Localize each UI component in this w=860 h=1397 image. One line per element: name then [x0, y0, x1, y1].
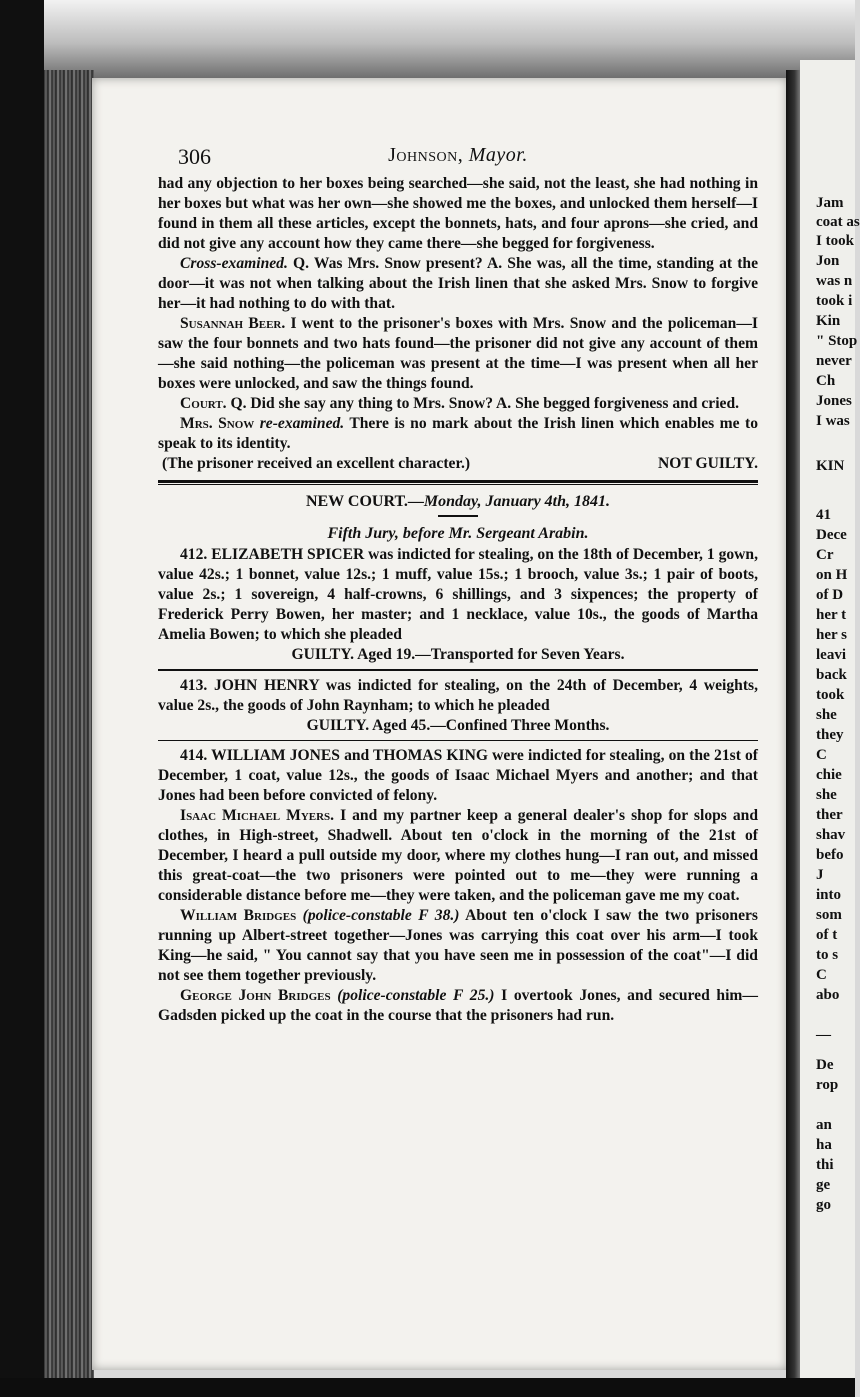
facing-page-line: Jam	[816, 195, 844, 211]
facing-page-line: ge	[816, 1177, 831, 1193]
mayor-title: Mayor.	[468, 144, 528, 166]
facing-page-line: shav	[816, 827, 846, 843]
facing-page-line: into	[816, 887, 842, 903]
case-413-text: 413. JOHN HENRY was indicted for stealing, on the 24th of December, 4 weights, value 2s., the goods of John Raynham; to which he pleaded	[158, 676, 758, 714]
facing-page-line: ther	[816, 807, 843, 823]
facing-page-line: Ch	[816, 373, 836, 389]
paragraph-susannah-beer: Susannah Beer. I went to the prisoner's boxes with Mrs. Snow and the policeman—I saw the four bonnets and two hats found—the prisoner did not give any account of them—she said nothing—the policeman was present at the time—I was present when all her boxes were unlocked, and saw the things found.	[158, 315, 758, 392]
verdict-line	[158, 454, 758, 474]
paragraph-isaac-myers: Isaac Michael Myers. I and my partner keep a general dealer's shop for slops and clothes, in High-street, Shadwell. About ten o'clock in the morning of the 21st of December, I heard a pull outside my door, where my clothes hung—I ran out, and missed this great-coat—the two prisoners were pointed out to me—they were running a considerable distance before me—they were taken, and the policeman gave me my coat.	[158, 807, 758, 904]
facing-page-line: Jones	[816, 393, 852, 409]
cross-examined-label: Cross-examined.	[180, 255, 288, 272]
facing-page-line: —	[816, 1027, 831, 1043]
jury-heading: Fifth Jury, before Mr. Sergeant Arabin.	[327, 525, 589, 542]
facing-page-line: thi	[816, 1157, 834, 1173]
facing-page-line: chie	[816, 767, 842, 783]
facing-page-line: she	[816, 787, 837, 803]
facing-page-line: som	[816, 907, 842, 923]
witness-name: Susannah Beer.	[180, 315, 286, 332]
facing-page-line: leavi	[816, 647, 846, 663]
witness-name: Mrs. Snow	[180, 415, 255, 432]
paragraph-mrs-snow: Mrs. Snow re-examined. There is no mark about the Irish linen which enables me to speak to its identity.	[158, 415, 758, 452]
paragraph-william-bridges: William Bridges (police-constable F 38.) About ten o'clock I saw the two prisoners running up Albert-street together—Jones was carrying this coat over his arm—I took King—he said, " You cannot say that you have seen me in possession of the coat"—I did not see them together previously.	[158, 907, 758, 984]
facing-page-line: befo	[816, 847, 844, 863]
paragraph-cross-examination: Cross-examined. Q. Was Mrs. Snow present? A. She was, all the time, standing at the door—it was not when talking about the Irish linen that she asked Mrs. Snow to forgive her—it had nothing to do with that.	[158, 255, 758, 312]
scan-background-left	[0, 0, 44, 1397]
facing-page-line: never	[816, 353, 852, 369]
facing-page-line: " Stop	[816, 333, 858, 349]
page-text	[158, 140, 758, 1026]
character-note: (The prisoner received an excellent character.)	[162, 455, 471, 472]
facing-page-line: Kin	[816, 313, 841, 329]
facing-page-line: KIN	[816, 458, 845, 474]
case-412-sentence: GUILTY. Aged 19.—Transported for Seven Years.	[291, 646, 625, 663]
facing-page-line: she	[816, 707, 837, 723]
case-412-text: 412. ELIZABETH SPICER was indicted for stealing, on the 18th of December, 1 gown, value 42s.; 1 bonnet, value 12s.; 1 muff, value 15s.; 1 brooch, value 3s.; 1 pair of boots, value 2s.; 1 sovereign, 4 half-crowns, 6 shillings, and 3 sixpences; the property of Frederick Perry Bowen, her master; and 1 necklace, value 10s., the goods of Martha Amelia Bowen; to which she pleaded	[158, 546, 758, 643]
facing-page-line: an	[816, 1117, 832, 1133]
facing-page-line: of D	[816, 587, 844, 603]
paragraph-george-bridges: George John Bridges (police-constable F 25.) I overtook Jones, and secured him—Gadsden picked up the coat in the course that the prisoners had run.	[158, 987, 758, 1024]
facing-page-line: rop	[816, 1077, 839, 1093]
facing-page-line: her s	[816, 627, 847, 643]
facing-page-line: Dece	[816, 527, 847, 543]
court-date: Monday, January 4th, 1841.	[423, 493, 611, 510]
page-number: 306	[178, 144, 211, 169]
facing-page	[800, 60, 860, 1378]
facing-page-line: took	[816, 687, 845, 703]
scan-background-bottom	[0, 1378, 855, 1397]
running-header	[158, 140, 758, 174]
facing-page-line: her t	[816, 607, 847, 623]
court-heading: NEW COURT.—Monday, January 4th, 1841.	[305, 493, 611, 510]
facing-page-line: J	[816, 867, 824, 883]
facing-page-line: abo	[816, 987, 840, 1003]
scan-background-top	[0, 0, 855, 78]
case-413-sentence: GUILTY. Aged 45.—Confined Three Months.	[306, 716, 610, 734]
facing-page-line: back	[816, 667, 847, 683]
facing-page-line: I took	[816, 233, 854, 249]
section-rule-thick	[158, 480, 758, 483]
section-rule-thin	[158, 484, 758, 485]
book-gutter	[786, 70, 800, 1380]
facing-page-line: they	[816, 727, 844, 743]
facing-page-line: C	[816, 747, 827, 763]
facing-page-line: of t	[816, 927, 838, 943]
facing-page-line: 41	[816, 507, 831, 523]
witness-name: William Bridges	[180, 907, 297, 924]
case-divider	[158, 740, 758, 742]
short-divider	[438, 515, 478, 517]
facing-page-line: Jon	[816, 253, 840, 269]
witness-name: Isaac Michael Myers.	[180, 807, 335, 824]
paragraph-court: Court. Q. Did she say any thing to Mrs. Snow? A. She begged forgiveness and cried.	[180, 395, 740, 412]
witness-name: George John Bridges	[180, 987, 331, 1004]
facing-page-line: took i	[816, 293, 853, 309]
facing-page-line: coat as	[816, 214, 860, 230]
verdict: NOT GUILTY.	[658, 455, 758, 472]
facing-page-line: De	[816, 1057, 834, 1073]
court-label: Court.	[180, 395, 227, 412]
facing-page-line: on H	[816, 567, 848, 583]
paragraph-continuation: had any objection to her boxes being searched—she said, not the least, she had nothing in her boxes but what was her own—she showed me the boxes, and unlocked them herself—I found in them all these articles, except the bonnets, hats, and four aprons—she cried, and did not give any account how they came there—she begged for forgiveness.	[158, 175, 758, 252]
facing-page-line: to s	[816, 947, 839, 963]
facing-page-line: I was	[816, 413, 850, 429]
book-spine	[44, 70, 94, 1380]
facing-page-line: ha	[816, 1137, 832, 1153]
mayor-name: Johnson,	[388, 144, 464, 166]
facing-page-line: go	[816, 1197, 831, 1213]
facing-page-line: was n	[816, 273, 853, 289]
case-414-text: 414. WILLIAM JONES and THOMAS KING were indicted for stealing, on the 21st of December, 1 coat, value 12s., the goods of Isaac Michael Myers and another; and that Jones had been before convicted of felony.	[158, 747, 758, 804]
facing-page-line: C	[816, 967, 827, 983]
facing-page-line: Cr	[816, 547, 834, 563]
running-head-title	[158, 144, 758, 167]
case-divider	[158, 669, 758, 671]
